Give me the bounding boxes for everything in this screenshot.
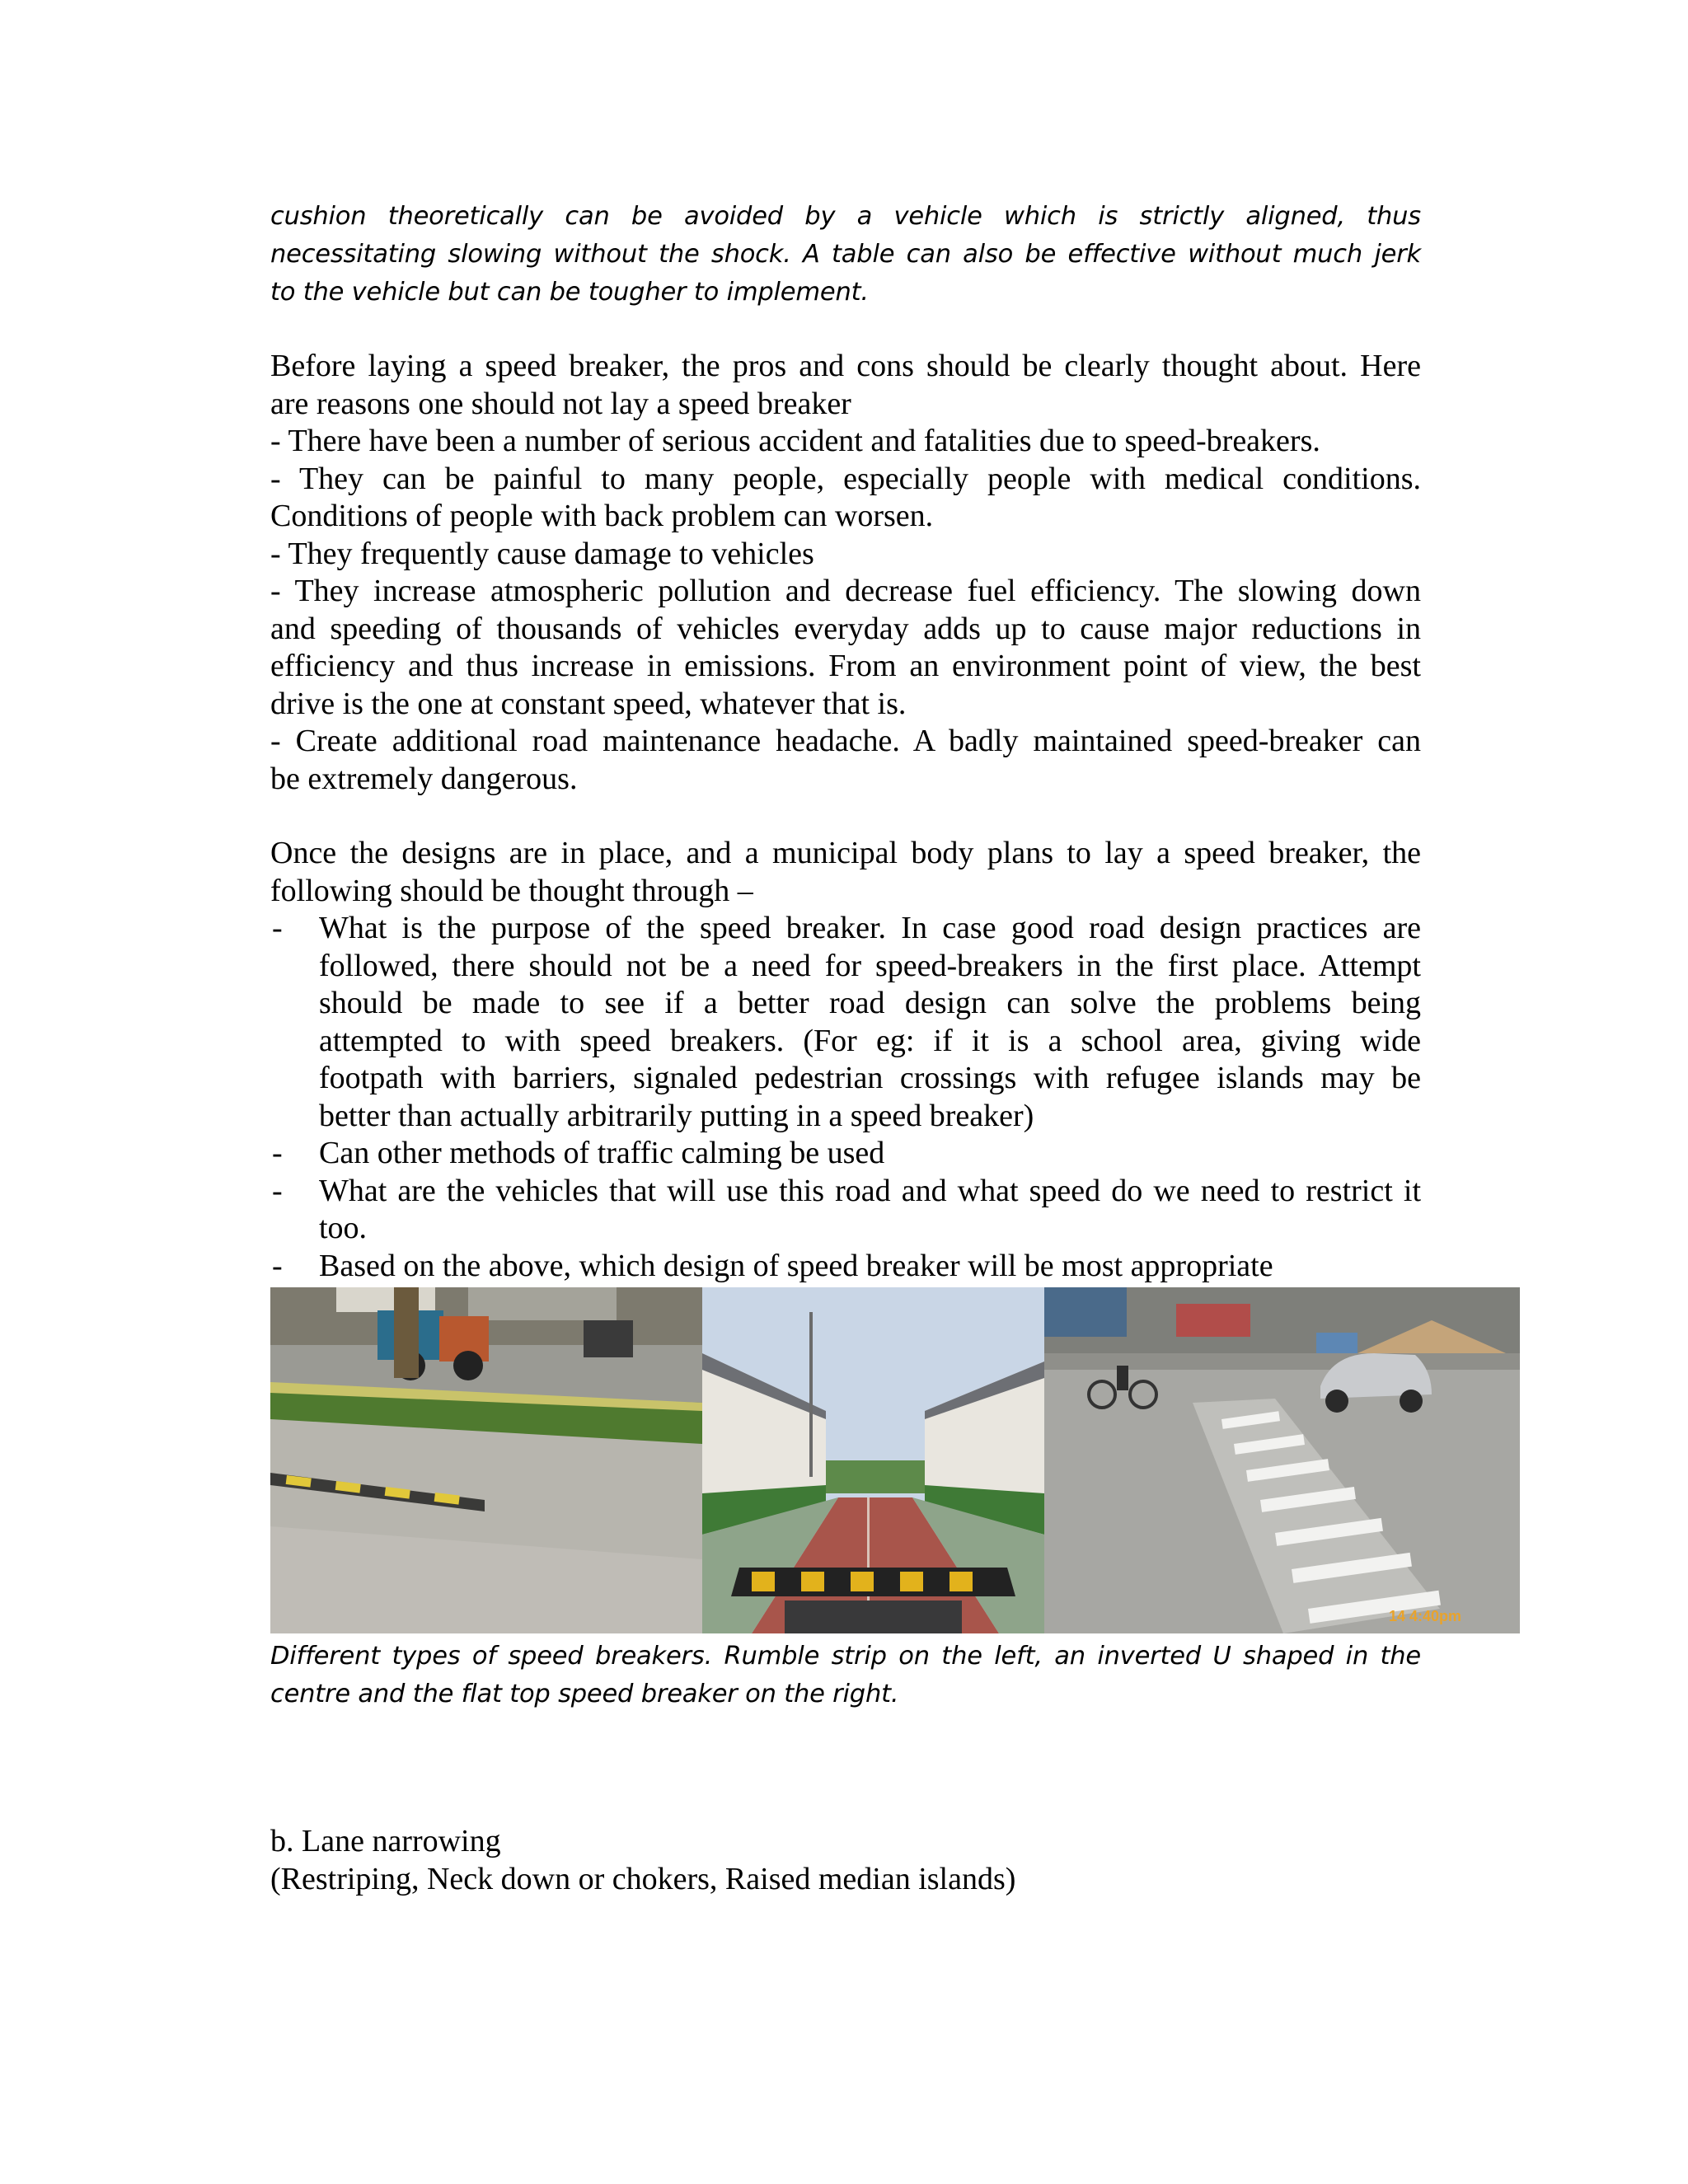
list-dash: - bbox=[272, 1248, 283, 1283]
photo-flat-top bbox=[1044, 1287, 1520, 1633]
caption-line: Different types of speed breakers. Rumble strip on the left, an inverted U shaped in the bbox=[270, 1642, 1421, 1671]
cons-item-2: - They can be painful to many people, especially people with medical conditions. bbox=[270, 461, 1421, 496]
list-dash: - bbox=[272, 911, 283, 945]
considerations-intro-line: following should be thought through – bbox=[270, 873, 753, 908]
considerations-intro-line: Once the designs are in place, and a municipal body plans to lay a speed breaker, the bbox=[270, 836, 1421, 870]
intro-line: cushion theoretically can be avoided by a vehicle which is strictly aligned, thus bbox=[270, 202, 1421, 231]
photo-rumble-strip bbox=[270, 1287, 702, 1633]
considerations-list bbox=[270, 910, 1421, 1285]
cons-item-3: - They frequently cause damage to vehicles bbox=[270, 536, 814, 571]
photo-inverted-u bbox=[702, 1287, 1044, 1633]
cons-item-4: - They increase atmospheric pollution and decrease fuel efficiency. The slowing down bbox=[270, 574, 1421, 608]
cons-item-5-cont: be extremely dangerous. bbox=[270, 761, 578, 796]
list-item: - What is the purpose of the speed breaker. In case good road design practices are followed, there should not be a need for speed-breakers in the first place. Attempt should be made to see if a better road design can solve the problems being attempted to with speed breakers. (For eg: if it is a school area, giving wide footpath with barriers, signaled pedestrian crossings with refugee islands may be better than actually arbitrarily putting in a speed breaker) bbox=[272, 911, 1421, 1133]
cons-item-4-cont: drive is the one at constant speed, whatever that is. bbox=[270, 686, 907, 721]
cons-item-4-cont: efficiency and thus increase in emissions. From an environment point of view, the best bbox=[270, 649, 1421, 683]
list-item: - Can other methods of traffic calming be used bbox=[270, 1135, 1421, 1173]
section-subheading: (Restriping, Neck down or chokers, Raised median islands) bbox=[270, 1861, 1016, 1896]
list-dash: - bbox=[272, 1136, 283, 1170]
cons-intro-line: Before laying a speed breaker, the pros and cons should be clearly thought about. Here bbox=[270, 349, 1421, 383]
intro-italic-note bbox=[270, 198, 1421, 312]
cons-item-1: - There have been a number of serious accident and fatalities due to speed-breakers. bbox=[270, 424, 1320, 458]
list-item: - Based on the above, which design of speed breaker will be most appropriate bbox=[270, 1248, 1421, 1286]
list-dash: - bbox=[272, 1173, 283, 1208]
considerations-section bbox=[270, 835, 1421, 1285]
photo-timestamp: 14 4:40pm bbox=[1389, 1608, 1462, 1624]
cons-intro-line: are reasons one should not lay a speed breaker bbox=[270, 386, 851, 421]
cons-section bbox=[270, 348, 1421, 798]
intro-line: necessitating slowing without the shock. A table can also be effective without much jerk bbox=[270, 240, 1421, 269]
cons-item-5: - Create additional road maintenance headache. A badly maintained speed-breaker can bbox=[270, 724, 1421, 758]
section-heading: b. Lane narrowing bbox=[270, 1824, 501, 1858]
cons-item-2-cont: Conditions of people with back problem can worsen. bbox=[270, 499, 934, 533]
intro-line: to the vehicle but can be tougher to implement. bbox=[270, 278, 869, 307]
photo-caption bbox=[270, 1638, 1421, 1713]
section-lane-narrowing bbox=[270, 1823, 1421, 1898]
list-item: - What are the vehicles that will use this road and what speed do we need to restrict it too. bbox=[272, 1173, 1421, 1245]
speed-breaker-photos bbox=[270, 1287, 1520, 1633]
caption-line: centre and the flat top speed breaker on the right. bbox=[270, 1680, 899, 1708]
cons-item-4-cont: and speeding of thousands of vehicles everyday adds up to cause major reductions in bbox=[270, 611, 1421, 646]
